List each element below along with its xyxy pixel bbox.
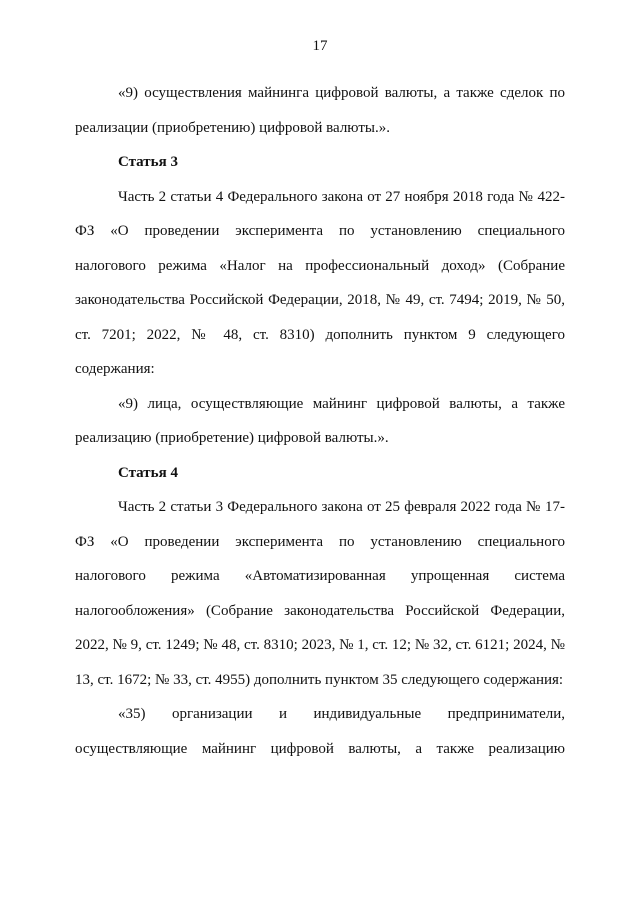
paragraph-article-3-amendment: Часть 2 статьи 4 Федерального закона от 27 ноября 2018 года № 422-ФЗ «О проведении эксперимента по установлению специального налогового режима «Налог на профессиональный доход» (Собрание законодательства Российской Федерации, 2018, № 49, ст. 7494; 2019, № 50, ст. 7201; 2022, № 48, ст. 8310) дополнить пунктом 9 следующего содержания:	[75, 188, 565, 377]
page-number: 17	[312, 38, 328, 54]
article-3-heading: Статья 3	[118, 154, 178, 170]
document-body	[75, 76, 565, 766]
paragraph-item-9-mining-transactions: «9) осуществления майнинга цифровой валюты, а также сделок по реализации (приобретению) цифровой валюты.».	[75, 85, 565, 136]
paragraph-article-4-amendment: Часть 2 статьи 3 Федерального закона от 25 февраля 2022 года № 17-ФЗ «О проведении эксперимента по установлению специального налогового режима «Автоматизированная упрощенная система налогообложения» (Собрание законодательства Российской Федерации, 2022, № 9, ст. 1249; № 48, ст. 8310; 2023, № 1, ст. 12; № 32, ст. 6121; 2024, № 13, ст. 1672; № 33, ст. 4955) дополнить пунктом 35 следующего содержания:	[75, 499, 565, 688]
article-4-heading: Статья 4	[118, 464, 178, 481]
paragraph-item-35-organizations: «35) организации и индивидуальные предприниматели, осуществляющие майнинг цифровой валюты, а также реализацию	[75, 706, 565, 757]
paragraph-item-9-persons-mining: «9) лица, осуществляющие майнинг цифровой валюты, а также реализацию (приобретение) цифровой валюты.».	[75, 395, 565, 446]
